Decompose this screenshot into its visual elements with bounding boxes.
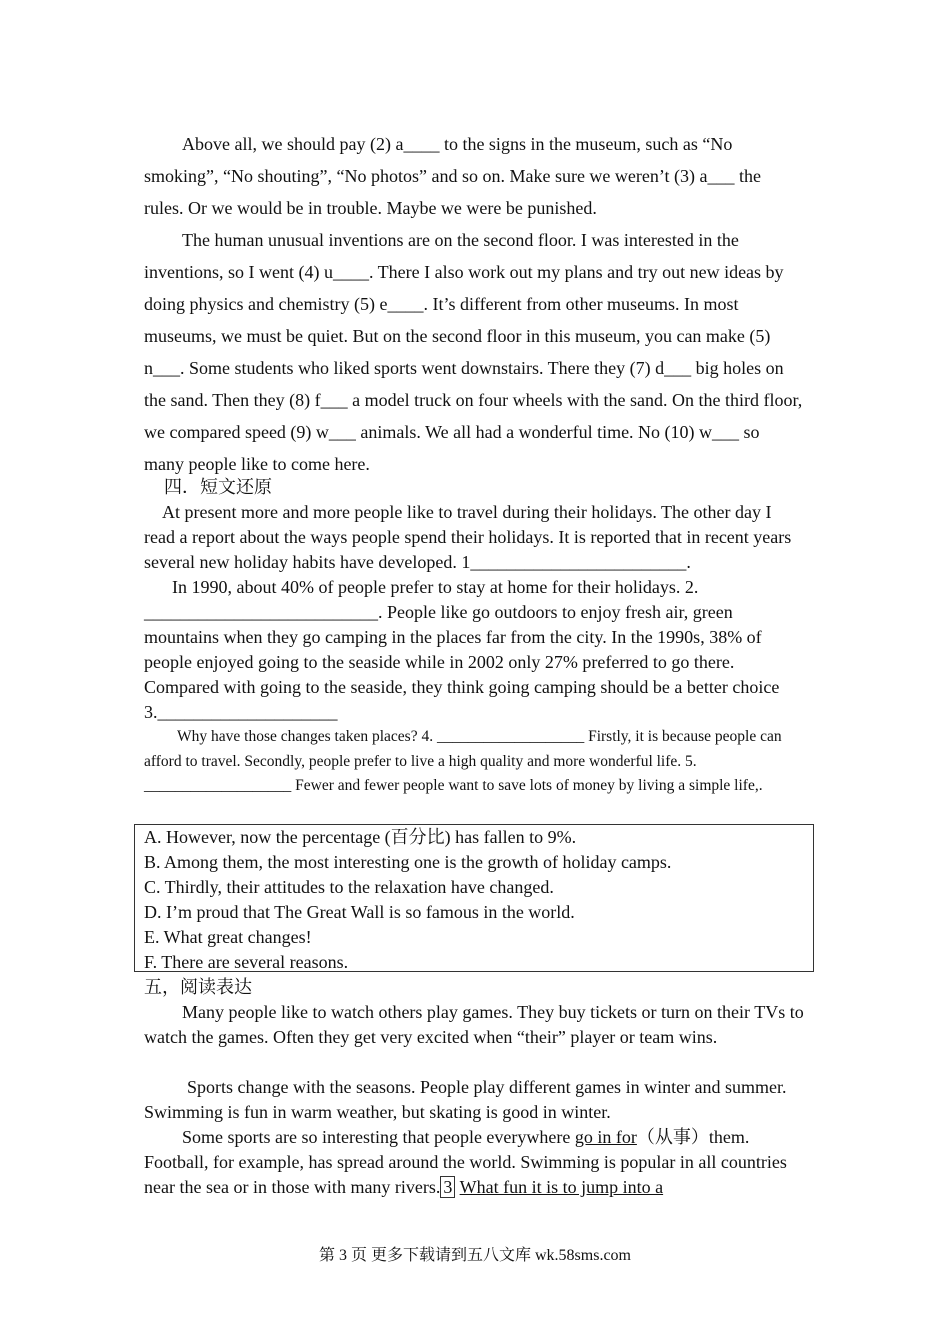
- cloze-paragraph-2: [144, 224, 804, 480]
- section-5-text-3-middle: （从事）them. Football, for example, has spread around the world. Swimming is popular in all countries near the sea or in those with many rivers.: [144, 1127, 787, 1197]
- options-box: [134, 824, 814, 972]
- underlined-phrase: go in for: [574, 1127, 637, 1147]
- section-4-text-3: Why have those changes taken places? 4. ___________________ Firstly, it is because people can afford to travel. Secondly, people prefer to live a high quality and more wonderful life. 5. ___________________ Fewer and fewer people want to save lots of money by living a simple life,.: [144, 728, 782, 794]
- option-f: F. There are several reasons.: [144, 952, 349, 972]
- section-5-paragraph-2: [144, 1075, 804, 1125]
- section-4-text-2: In 1990, about 40% of people prefer to stay at home for their holidays. 2. __________________________. People like go outdoors to enjoy fresh air, green mountains when they go camping in the places far from the city. In the 1990s, 38% of people enjoyed going to the seaside while in 2002 only 27% preferred to go there. Compared with going to the seaside, they think going camping should be a better choice 3.____________________: [144, 577, 780, 722]
- section-5-text-1: Many people like to watch others play games. They buy tickets or turn on their TVs to watch the games. Often they get very excited when “their” player or team wins.: [144, 1002, 804, 1047]
- option-d: D. I’m proud that The Great Wall is so famous in the world.: [144, 902, 575, 922]
- option-c: C. Thirdly, their attitudes to the relaxation have changed.: [144, 877, 554, 897]
- section-5-text-3: [144, 1125, 804, 1200]
- section-5-text-3-start: Some sports are so interesting that people everywhere: [182, 1127, 575, 1147]
- cloze-text-2: The human unusual inventions are on the second floor. I was interested in the inventions, so I went (4) u____. There I also work out my plans and try out new ideas by doing physics and chemistry (5) e____. It’s different from other museums. In most museums, we must be quiet. But on the second floor in this museum, you can make (5) n___. Some students who liked sports went downstairs. There they (7) d___ big holes on the sand. Then they (8) f___ a model truck on four wheels with the sand. On the third floor, we compared speed (9) w___ animals. We all had a wonderful time. No (10) w___ so many people like to come here.: [144, 230, 803, 474]
- section-5-paragraph-3: [144, 1125, 804, 1200]
- underlined-sentence: What fun it is to jump into a: [459, 1177, 664, 1197]
- cloze-text-1: Above all, we should pay (2) a____ to the signs in the museum, such as “No smoking”, “No shouting”, “No photos” and so on. Make sure we weren’t (3) a___ the rules. Or we would be in trouble. Maybe we were be punished.: [144, 134, 762, 218]
- section-5-heading: 五，阅读表达: [144, 977, 252, 997]
- option-a: A. However, now the percentage (百分比) has fallen to 9%.: [144, 827, 577, 847]
- section-4-heading: 四．短文还原: [164, 477, 272, 497]
- section-4-text-1: At present more and more people like to travel during their holidays. The other day I read a report about the ways people spend their holidays. It is reported that in recent years several new holiday habits have developed. 1________________________.: [144, 502, 792, 572]
- section-4-paragraph-3: [144, 725, 804, 799]
- section-4-paragraph-2: [144, 575, 804, 725]
- cloze-paragraph-1: [144, 128, 804, 224]
- option-e: E. What great changes!: [144, 927, 312, 947]
- section-5-paragraph-1: [144, 1000, 804, 1050]
- option-b: B. Among them, the most interesting one is the growth of holiday camps.: [144, 852, 672, 872]
- section-4-paragraph-1: [144, 500, 804, 575]
- section-5-text-2: Sports change with the seasons. People play different games in winter and summer. Swimming is fun in warm weather, but skating is good in winter.: [144, 1077, 787, 1122]
- page-footer: 第 3 页 更多下载请到五八文库 wk.58sms.com: [318, 1247, 631, 1264]
- question-number-box: 3: [440, 1176, 455, 1198]
